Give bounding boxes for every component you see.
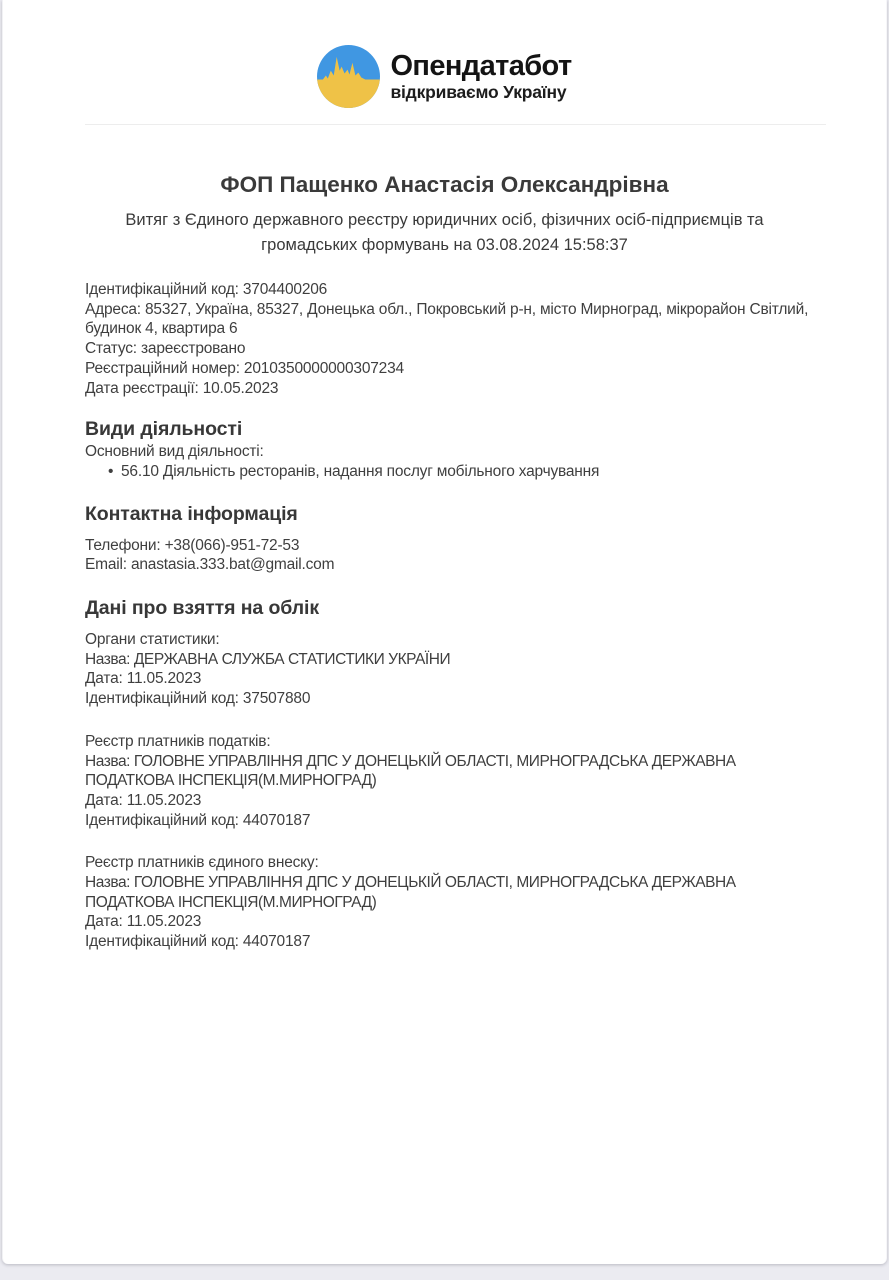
email-line: Email: anastasia.333.bat@gmail.com xyxy=(85,556,335,574)
record-type: Органи статистики: xyxy=(85,631,220,649)
record-name: Назва: ГОЛОВНЕ УПРАВЛІННЯ ДПС У ДОНЕЦЬКІЙ ОБЛАСТІ, МИРНОГРАДСЬКА ДЕРЖАВНА ПОДАТКОВА ІНСПЕКЦІЯ(М.МИРНОГРАД) xyxy=(85,874,736,911)
phones-line: Телефони: +38(066)-951-72-53 xyxy=(85,536,300,554)
activity-item xyxy=(85,462,825,482)
section-accounting-heading: Дані про взяття на облік xyxy=(85,597,319,620)
id-code-line: Ідентифікаційний код: 3704400206 xyxy=(85,281,328,298)
activity-item-text: 56.10 Діяльність ресторанів, надання послуг мобільного харчування xyxy=(121,462,600,480)
accounting-record-statistics xyxy=(85,630,825,709)
logo-name: Опендатабот xyxy=(390,50,572,82)
status-line: Статус: зареєстровано xyxy=(85,340,246,358)
registration-number-line: Реєстраційний номер: 2010350000000307234 xyxy=(85,359,404,377)
record-code: Ідентифікаційний код: 44070187 xyxy=(85,933,311,951)
record-date: Дата: 11.05.2023 xyxy=(85,791,202,809)
record-type: Реєстр платників податків: xyxy=(85,732,271,750)
page-title: ФОП Пащенко Анастасія Олександрівна xyxy=(220,172,669,197)
main-activity-label: Основний вид діяльності: xyxy=(85,443,264,461)
opendatabot-header xyxy=(3,0,886,108)
accounting-record-single-contribution xyxy=(85,853,825,952)
record-type: Реєстр платників єдиного внеску: xyxy=(85,854,319,872)
bullet-icon: • xyxy=(108,462,114,480)
record-code: Ідентифікаційний код: 37507880 xyxy=(85,690,311,708)
accounting-record-tax xyxy=(85,732,825,831)
section-activities-heading: Види діяльності xyxy=(85,418,243,441)
record-date: Дата: 11.05.2023 xyxy=(85,670,202,688)
opendatabot-wordmark xyxy=(390,50,571,103)
entity-summary xyxy=(85,280,825,398)
address-line: Адреса: 85327, Україна, 85327, Донецька обл., Покровський р-н, місто Мирноград, мікрорайон Світлий, будинок 4, квартира 6 xyxy=(85,300,809,338)
contacts-block xyxy=(85,536,825,575)
header-divider xyxy=(85,124,826,125)
record-name: Назва: ГОЛОВНЕ УПРАВЛІННЯ ДПС У ДОНЕЦЬКІЙ ОБЛАСТІ, МИРНОГРАДСЬКА ДЕРЖАВНА ПОДАТКОВА ІНСПЕКЦІЯ(М.МИРНОГРАД) xyxy=(85,752,736,790)
document-page xyxy=(2,0,887,1264)
record-date: Дата: 11.05.2023 xyxy=(85,913,202,931)
registration-date-line: Дата реєстрації: 10.05.2023 xyxy=(85,379,279,397)
record-name: Назва: ДЕРЖАВНА СЛУЖБА СТАТИСТИКИ УКРАЇНИ xyxy=(85,650,451,668)
section-contacts-heading: Контактна інформація xyxy=(85,502,298,525)
record-code: Ідентифікаційний код: 44070187 xyxy=(85,811,311,829)
logo-tagline: відкриваємо Україну xyxy=(390,82,567,102)
document-body xyxy=(3,280,886,952)
extract-subtitle: Витяг з Єдиного державного реєстру юридичних осіб, фізичних осіб-підприємців та громадських формувань на 03.08.2024 15:58:37 xyxy=(125,211,764,254)
opendatabot-logo-icon xyxy=(317,45,380,108)
